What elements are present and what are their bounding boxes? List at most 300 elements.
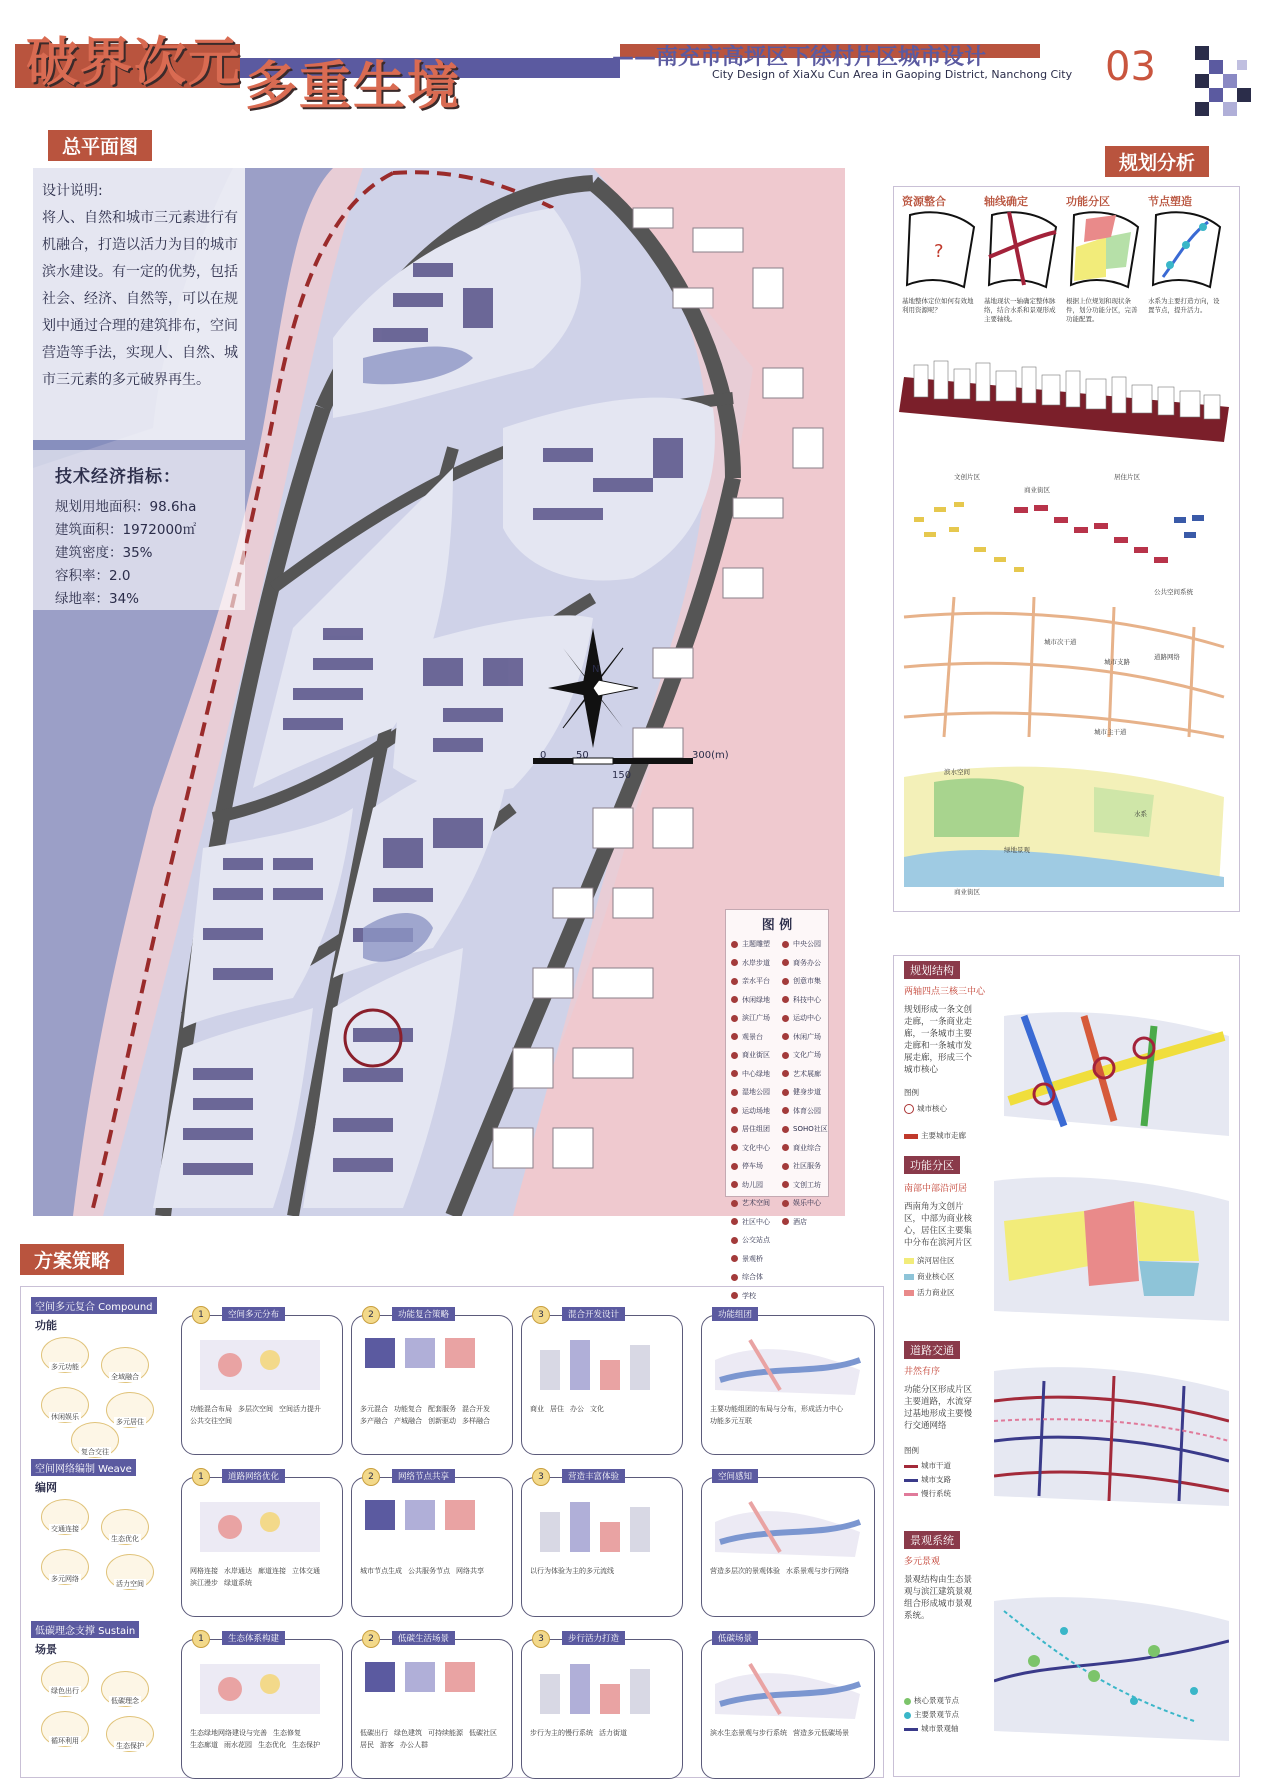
structure-legend-corridor: 主要城市走廊 bbox=[904, 1131, 966, 1141]
function-diagram bbox=[994, 1171, 1229, 1321]
layer-public bbox=[904, 767, 1224, 887]
legend-marker-icon bbox=[782, 1144, 789, 1151]
legend-label: 社区服务 bbox=[793, 1162, 821, 1171]
structure-legend-core: 城市核心 bbox=[904, 1104, 947, 1114]
strategy-bubble bbox=[106, 1554, 154, 1590]
strategy-card-note: 网格连接 bbox=[190, 1567, 218, 1575]
strategy-card-note: 网络共享 bbox=[456, 1567, 484, 1575]
strategy-row-label: 空间多元复合 Compound bbox=[31, 1297, 157, 1314]
strategy-card bbox=[701, 1310, 875, 1455]
strategy-card-note: 生态修复 bbox=[273, 1729, 301, 1737]
axo-label: 道路网络 bbox=[1154, 653, 1180, 661]
legend-item bbox=[777, 972, 828, 991]
legend-marker-icon bbox=[782, 1181, 789, 1188]
legend-marker-icon bbox=[782, 1070, 789, 1077]
axonometric-city bbox=[894, 357, 1239, 447]
description-text bbox=[42, 178, 242, 394]
legend-label: 主题雕塑 bbox=[742, 940, 770, 949]
legend-marker-icon bbox=[782, 1107, 789, 1114]
strategy-row-label: 低碳理念支撑 Sustain bbox=[31, 1621, 139, 1638]
strategy-card-note: 创新驱动 bbox=[428, 1417, 456, 1425]
strategy-row-label: 空间网络编制 Weave bbox=[31, 1459, 136, 1476]
legend-right-column bbox=[777, 935, 828, 1305]
function-legend-active: 活力商业区 bbox=[904, 1288, 955, 1298]
strategy-card-number: 2 bbox=[362, 1468, 380, 1486]
strategy-bubble-label: 多元居住 bbox=[116, 1418, 144, 1426]
strategy-card-number: 2 bbox=[362, 1630, 380, 1648]
strategy-card-notes bbox=[360, 1404, 504, 1426]
scale-label-300: 300(m) bbox=[692, 750, 729, 761]
strategy-card-note: 生态优化 bbox=[258, 1741, 286, 1749]
tech-item: 建筑密度：35% bbox=[55, 545, 153, 561]
axo-label: 商业街区 bbox=[1024, 486, 1050, 494]
strategy-bubble-label: 多元网络 bbox=[51, 1575, 79, 1583]
legend-marker-icon bbox=[731, 941, 738, 948]
strategy-bubble bbox=[41, 1499, 89, 1535]
analysis-steps bbox=[894, 187, 1239, 324]
landscape-head: 景观系统 bbox=[904, 1531, 960, 1549]
legend-item bbox=[726, 935, 777, 954]
structure-text: 规划形成一条文创走廊，一条商业走廊，一条城市主要走廊和一条城市发展走廊，形成三个城市核心 bbox=[904, 1005, 973, 1075]
strategy-card bbox=[181, 1634, 343, 1779]
legend-item bbox=[777, 954, 828, 973]
strategy-card-note: 产城融合 bbox=[394, 1417, 422, 1425]
landscape-legend-main: 主要景观节点 bbox=[904, 1710, 959, 1720]
strategy-card-note: 可持续能源 bbox=[428, 1729, 463, 1737]
analysis-step-title: 资源整合 bbox=[902, 195, 946, 208]
legend-label: 酒店 bbox=[793, 1217, 807, 1226]
legend-item bbox=[726, 954, 777, 973]
analysis-step-text: 水系为主要打造方向，设置节点，提升活力。 bbox=[1148, 297, 1220, 314]
axo-label: 文创片区 bbox=[954, 473, 980, 481]
legend-label: 休闲绿地 bbox=[742, 995, 770, 1004]
strategy-card-note: 水系景观与步行网络 bbox=[786, 1567, 849, 1575]
legend-item bbox=[726, 1231, 777, 1250]
axo-label: 城市主干道 bbox=[1094, 728, 1127, 736]
strategy-card bbox=[351, 1472, 513, 1617]
strategy-card-note: 公共服务节点 bbox=[408, 1567, 450, 1575]
strategy-card-note: 游客 bbox=[380, 1741, 394, 1749]
legend-item bbox=[777, 935, 828, 954]
strategy-card-diagram bbox=[360, 1654, 504, 1724]
legend-item bbox=[726, 1250, 777, 1269]
legend-label: 公交站点 bbox=[742, 1236, 770, 1245]
legend-marker-icon bbox=[782, 1163, 789, 1170]
strategy-card-note: 居住 bbox=[550, 1405, 564, 1413]
strategy-card-diagram bbox=[360, 1330, 504, 1400]
legend-label: 观景台 bbox=[742, 1032, 763, 1041]
strategy-card bbox=[521, 1634, 683, 1779]
road-legend-main: 城市干道 bbox=[904, 1461, 951, 1471]
legend-marker-icon bbox=[782, 1126, 789, 1133]
strategy-card bbox=[521, 1310, 683, 1455]
strategy-card-notes bbox=[190, 1728, 334, 1750]
analysis-step-text: 基地现状一轴确定整体脉络，结合水系和景观形成主要轴线。 bbox=[984, 297, 1056, 323]
strategy-card-diagram bbox=[190, 1492, 334, 1562]
strategy-bubble-label: 低碳理念 bbox=[111, 1697, 139, 1705]
strategy-bubble bbox=[41, 1337, 89, 1373]
legend-marker-icon bbox=[731, 1107, 738, 1114]
structure-sub: 两轴四点三核三中心 bbox=[904, 987, 986, 997]
strategy-bubble bbox=[101, 1509, 149, 1545]
section-master-plan: 总平面图 bbox=[48, 130, 152, 161]
legend-label: 中心绿地 bbox=[742, 1069, 770, 1078]
axo-label: 商业街区 bbox=[954, 888, 980, 896]
tech-item: 规划用地面积：98.6ha bbox=[55, 499, 197, 515]
strategy-card bbox=[701, 1634, 875, 1779]
axo-label: 城市支路 bbox=[1104, 658, 1130, 666]
analysis-step bbox=[1066, 193, 1142, 324]
strategy-card-diagram bbox=[190, 1654, 334, 1724]
subtitle-cn: ——南充市高坪区下徐村片区城市设计 bbox=[612, 45, 987, 70]
analysis-step-diagram bbox=[1148, 207, 1224, 293]
strategy-bubble-label: 全域融合 bbox=[111, 1373, 139, 1381]
scale-label-0: 0 bbox=[540, 750, 547, 761]
legend-marker-icon bbox=[731, 1200, 738, 1207]
road-legend-branch: 城市支路 bbox=[904, 1475, 951, 1485]
strategy-card-note: 滨水生态景观与步行系统 bbox=[710, 1729, 787, 1737]
strategy-card-number: 1 bbox=[192, 1630, 210, 1648]
strategy-card-title: 步行活力打造 bbox=[562, 1631, 625, 1645]
strategy-card-title: 网络节点共享 bbox=[392, 1469, 455, 1483]
layer-culture bbox=[1174, 515, 1204, 538]
strategy-bubble-label: 休闲娱乐 bbox=[51, 1413, 79, 1421]
strategy-card-title: 功能组团 bbox=[712, 1307, 758, 1321]
strategy-card-note: 营造多层次的景观体验 bbox=[710, 1567, 780, 1575]
strategy-card-number: 2 bbox=[362, 1306, 380, 1324]
legend-label: 停车场 bbox=[742, 1162, 763, 1171]
tech-item: 绿地率：34% bbox=[55, 591, 140, 607]
legend-item bbox=[777, 1065, 828, 1084]
strategy-card-diagram bbox=[530, 1654, 674, 1724]
legend-label: 商务办公 bbox=[793, 958, 821, 967]
layer-residential bbox=[914, 502, 1024, 572]
legend-item bbox=[726, 1213, 777, 1232]
legend-item bbox=[777, 991, 828, 1010]
analysis-step bbox=[1148, 193, 1224, 324]
strategy-card-title: 低碳场景 bbox=[712, 1631, 758, 1645]
strategy-bubble-label: 生态保护 bbox=[116, 1742, 144, 1750]
legend-item bbox=[726, 1065, 777, 1084]
tech-item: 建筑面积：1972000㎡ bbox=[55, 522, 197, 538]
legend-left-column bbox=[726, 935, 777, 1305]
landscape-legend-core: 核心景观节点 bbox=[904, 1696, 959, 1706]
strategy-card-number: 3 bbox=[532, 1630, 550, 1648]
legend-label: 水岸步道 bbox=[742, 958, 770, 967]
analysis-step-title: 功能分区 bbox=[1066, 195, 1110, 208]
landscape-text: 景观结构由生态景观与滨江建筑景观组合形成城市景观系统。 bbox=[904, 1575, 973, 1621]
legend-item bbox=[726, 1139, 777, 1158]
strategy-card-diagram bbox=[710, 1654, 866, 1724]
legend-item bbox=[726, 1157, 777, 1176]
legend-label: 艺术展廊 bbox=[793, 1069, 821, 1078]
strategy-card-title: 空间多元分布 bbox=[222, 1307, 285, 1321]
legend-label: 社区中心 bbox=[742, 1217, 770, 1226]
exploded-layers bbox=[894, 457, 1239, 897]
legend-item bbox=[777, 1213, 828, 1232]
legend-item bbox=[726, 1083, 777, 1102]
strategy-card-note: 主要功能组团的布局与分布，形成活力中心 bbox=[710, 1405, 843, 1413]
tech-title: 技术经济指标： bbox=[55, 467, 181, 487]
legend-item bbox=[777, 1046, 828, 1065]
strategy-row-sub: 编网 bbox=[35, 1481, 57, 1494]
legend-marker-icon bbox=[782, 941, 789, 948]
legend-label: 景观桥 bbox=[742, 1254, 763, 1263]
legend-label: SOHO社区 bbox=[793, 1125, 828, 1134]
strategy-card-note: 功能复合 bbox=[394, 1405, 422, 1413]
strategy-bubble bbox=[41, 1661, 89, 1697]
legend-label: 中央公园 bbox=[793, 940, 821, 949]
strategy-bubble bbox=[41, 1387, 89, 1423]
legend-label: 休闲广场 bbox=[793, 1032, 821, 1041]
strategy-card-note: 文化 bbox=[590, 1405, 604, 1413]
logo-icon bbox=[1195, 46, 1255, 120]
strategy-card bbox=[351, 1310, 513, 1455]
strategy-card-note: 多元混合 bbox=[360, 1405, 388, 1413]
legend-label: 学校 bbox=[742, 1291, 756, 1300]
strategy-card-note: 雨水花园 bbox=[224, 1741, 252, 1749]
strategy-card-note: 绿道系统 bbox=[224, 1579, 252, 1587]
legend-item bbox=[726, 1028, 777, 1047]
legend-marker-icon bbox=[782, 1033, 789, 1040]
road-legend-title: 图例 bbox=[904, 1446, 919, 1455]
strategy-bubble bbox=[101, 1671, 149, 1707]
legend-marker-icon bbox=[731, 1052, 738, 1059]
landscape-diagram bbox=[994, 1591, 1229, 1741]
legend-marker-icon bbox=[731, 1163, 738, 1170]
legend-label: 运动场地 bbox=[742, 1106, 770, 1115]
strategy-card-note: 低碳出行 bbox=[360, 1729, 388, 1737]
axo-label: 居住片区 bbox=[1114, 473, 1140, 481]
legend-label: 艺术空间 bbox=[742, 1199, 770, 1208]
strategy-bubble-label: 活力空间 bbox=[116, 1580, 144, 1588]
strategy-card-note: 商业 bbox=[530, 1405, 544, 1413]
road-head: 道路交通 bbox=[904, 1341, 960, 1359]
road-text: 功能分区形成片区主要道路，水流穿过基地形成主要慢行交通网络 bbox=[904, 1385, 973, 1431]
legend-marker-icon bbox=[782, 1052, 789, 1059]
strategy-card-note: 办公 bbox=[570, 1405, 584, 1413]
legend-item bbox=[777, 1176, 828, 1195]
section-planning-analysis: 规划分析 bbox=[1105, 146, 1209, 177]
strategy-card bbox=[181, 1310, 343, 1455]
legend-label: 居住组团 bbox=[742, 1125, 770, 1134]
strategy-card-note: 滨江漫步 bbox=[190, 1579, 218, 1587]
page-number: 03 bbox=[1105, 44, 1156, 90]
legend-item bbox=[726, 1194, 777, 1213]
legend-marker-icon bbox=[731, 996, 738, 1003]
strategy-bubble bbox=[106, 1392, 154, 1428]
strategy-card-note: 立体交通 bbox=[292, 1567, 320, 1575]
structure-head: 规划结构 bbox=[904, 961, 960, 979]
legend-item bbox=[726, 1046, 777, 1065]
subtitle-en: City Design of XiaXu Cun Area in Gaoping District, Nanchong City bbox=[712, 68, 1073, 81]
strategy-card bbox=[521, 1472, 683, 1617]
strategy-card-notes bbox=[360, 1728, 504, 1750]
legend-title: 图 例 bbox=[761, 918, 793, 933]
strategy-card-note: 生态保护 bbox=[292, 1741, 320, 1749]
strategy-card-diagram bbox=[710, 1492, 866, 1562]
analysis-step-diagram bbox=[984, 207, 1060, 293]
legend-label: 科技中心 bbox=[793, 995, 821, 1004]
strategy-card-diagram bbox=[530, 1330, 674, 1400]
strategy-card-note: 空间活力提升 bbox=[279, 1405, 321, 1413]
strategy-bubble-label: 多元功能 bbox=[51, 1363, 79, 1371]
strategy-card-notes bbox=[530, 1404, 674, 1414]
legend-marker-icon bbox=[782, 959, 789, 966]
strategy-card-note: 功能混合布局 bbox=[190, 1405, 232, 1413]
strategy-bubble bbox=[41, 1711, 89, 1747]
strategy-card-note: 绿色建筑 bbox=[394, 1729, 422, 1737]
analysis-step-text: 根据上位规划和现状条件，划分功能分区，完善功能配置。 bbox=[1066, 297, 1138, 323]
compass-north-label: N bbox=[592, 664, 600, 675]
strategy-card-note: 水岸通达 bbox=[224, 1567, 252, 1575]
strategy-card-notes bbox=[530, 1728, 674, 1738]
legend-marker-icon bbox=[782, 1015, 789, 1022]
legend-label: 商业街区 bbox=[742, 1051, 770, 1060]
legend-marker-icon bbox=[731, 1274, 738, 1281]
legend-label: 健身步道 bbox=[793, 1088, 821, 1097]
description-title: 设计说明: bbox=[42, 183, 103, 199]
strategy-card-note: 多样融合 bbox=[462, 1417, 490, 1425]
strategy-card-note: 生态廊道 bbox=[190, 1741, 218, 1749]
legend-label: 创意市集 bbox=[793, 977, 821, 986]
strategy-bubble bbox=[106, 1716, 154, 1752]
legend-item bbox=[726, 1176, 777, 1195]
analysis-step-diagram bbox=[902, 207, 978, 293]
strategy-card-diagram bbox=[530, 1492, 674, 1562]
layer-roads bbox=[904, 597, 1224, 737]
strategy-card bbox=[181, 1472, 343, 1617]
legend-marker-icon bbox=[731, 1070, 738, 1077]
legend-item bbox=[777, 1139, 828, 1158]
legend-marker-icon bbox=[782, 978, 789, 985]
legend-label: 亲水平台 bbox=[742, 977, 770, 986]
road-diagram bbox=[994, 1361, 1229, 1506]
legend-item bbox=[777, 1009, 828, 1028]
strategy-card-title: 空间感知 bbox=[712, 1469, 758, 1483]
strategy-card-title: 功能复合策略 bbox=[392, 1307, 455, 1321]
legend-marker-icon bbox=[782, 1218, 789, 1225]
strategy-card-notes bbox=[190, 1566, 334, 1588]
legend-label: 综合体 bbox=[742, 1273, 763, 1282]
strategy-bubble bbox=[101, 1347, 149, 1383]
legend-item bbox=[726, 1268, 777, 1287]
function-legend-residential: 滨河居住区 bbox=[904, 1256, 955, 1266]
strategy-card-title: 混合开发设计 bbox=[562, 1307, 625, 1321]
legend-label: 商业综合 bbox=[793, 1143, 821, 1152]
strategy-row-sub: 场景 bbox=[35, 1643, 57, 1656]
legend-label: 文创工坊 bbox=[793, 1180, 821, 1189]
strategy-card-note: 多产融合 bbox=[360, 1417, 388, 1425]
legend-marker-icon bbox=[731, 1218, 738, 1225]
strategy-bubble bbox=[41, 1549, 89, 1585]
strategy-card-diagram bbox=[190, 1330, 334, 1400]
road-sub: 井然有序 bbox=[904, 1367, 941, 1377]
axo-label: 滨水空间 bbox=[944, 768, 970, 776]
legend-marker-icon bbox=[731, 1237, 738, 1244]
strategy-bubble bbox=[71, 1422, 119, 1458]
legend-item bbox=[777, 1028, 828, 1047]
svg-text:?: ? bbox=[934, 241, 944, 262]
strategy-bubble-label: 交通连接 bbox=[51, 1525, 79, 1533]
axo-label: 水系 bbox=[1134, 810, 1147, 818]
legend-label: 娱乐中心 bbox=[793, 1199, 821, 1208]
strategy-card-note: 配套服务 bbox=[428, 1405, 456, 1413]
legend-item bbox=[777, 1083, 828, 1102]
legend-marker-icon bbox=[731, 978, 738, 985]
legend-marker-icon bbox=[782, 1089, 789, 1096]
function-legend-commercial: 商业核心区 bbox=[904, 1272, 955, 1282]
analysis-panel bbox=[893, 186, 1240, 912]
function-head: 功能分区 bbox=[904, 1156, 960, 1174]
strategy-card bbox=[701, 1472, 875, 1617]
strategy-bubble-label: 复合交往 bbox=[81, 1448, 109, 1456]
axo-label: 绿地景观 bbox=[1004, 846, 1030, 854]
strategy-card-title: 道路网络优化 bbox=[222, 1469, 285, 1483]
legend-item bbox=[777, 1120, 828, 1139]
axo-label: 城市次干道 bbox=[1044, 638, 1077, 646]
analysis-step bbox=[984, 193, 1060, 324]
legend-marker-icon bbox=[731, 1255, 738, 1262]
legend-label: 幼儿园 bbox=[742, 1180, 763, 1189]
title-part1: 破界次元 bbox=[26, 32, 243, 93]
legend-item bbox=[726, 1009, 777, 1028]
analysis-step-text: 基地整体定位如何有效地利用资源呢？ bbox=[902, 297, 974, 314]
description-body: 将人、自然和城市三元素进行有机融合，打造以活力为目的城市滨水建设。有一定的优势，包括社会、经济、自然等，可以在规划中通过合理的建筑排布，空间营造等手法，实现人、自然、城市三元素的多元破界再生。 bbox=[42, 210, 238, 388]
strategy-row-sub: 功能 bbox=[35, 1319, 57, 1332]
strategy-bubble-label: 生态优化 bbox=[111, 1535, 139, 1543]
legend-item bbox=[726, 972, 777, 991]
function-text: 西南角为文创片区，中部为商业核心，居住区主要集中分布在滨河片区 bbox=[904, 1202, 973, 1248]
strategy-card bbox=[351, 1634, 513, 1779]
strategy-card-diagram bbox=[360, 1492, 504, 1562]
structure-legend-title: 图例 bbox=[904, 1088, 919, 1097]
strategy-card-number: 3 bbox=[532, 1468, 550, 1486]
analysis-step-title: 轴线确定 bbox=[984, 195, 1028, 208]
layer-commercial bbox=[1014, 505, 1168, 563]
strategy-bubble-label: 循环利用 bbox=[51, 1737, 79, 1745]
strategy-card-note: 多层次空间 bbox=[238, 1405, 273, 1413]
strategy-card-note: 以行为体验为主的多元流线 bbox=[530, 1567, 614, 1575]
title-part2: 多重生境 bbox=[245, 56, 462, 117]
legend-item bbox=[777, 1102, 828, 1121]
legend-marker-icon bbox=[731, 1015, 738, 1022]
strategy-card-notes bbox=[710, 1404, 866, 1426]
legend-item bbox=[726, 991, 777, 1010]
strategy-card-number: 1 bbox=[192, 1468, 210, 1486]
legend-item bbox=[777, 1157, 828, 1176]
strategy-card-note: 廊道连接 bbox=[258, 1567, 286, 1575]
strategy-card-note: 城市节点生成 bbox=[360, 1567, 402, 1575]
legend-label: 文化中心 bbox=[742, 1143, 770, 1152]
legend-marker-icon bbox=[731, 1089, 738, 1096]
road-legend-slow: 慢行系统 bbox=[904, 1489, 951, 1499]
legend-label: 运动中心 bbox=[793, 1014, 821, 1023]
strategy-card-note: 低碳社区 bbox=[469, 1729, 497, 1737]
analysis-step bbox=[902, 193, 978, 324]
tech-item: 容积率：2.0 bbox=[55, 568, 131, 584]
analysis-step-diagram bbox=[1066, 207, 1142, 293]
landscape-sub: 多元景观 bbox=[904, 1557, 941, 1567]
strategy-card-notes bbox=[360, 1566, 504, 1576]
strategy-card-number: 1 bbox=[192, 1306, 210, 1324]
strategy-card-note: 活力街道 bbox=[599, 1729, 627, 1737]
legend-label: 滨江广场 bbox=[742, 1014, 770, 1023]
strategy-card-note: 营造多元低碳场景 bbox=[793, 1729, 849, 1737]
structure-diagram bbox=[1004, 1006, 1229, 1136]
landscape-legend-axis: 城市景观轴 bbox=[904, 1724, 959, 1734]
legend-marker-icon bbox=[731, 959, 738, 966]
